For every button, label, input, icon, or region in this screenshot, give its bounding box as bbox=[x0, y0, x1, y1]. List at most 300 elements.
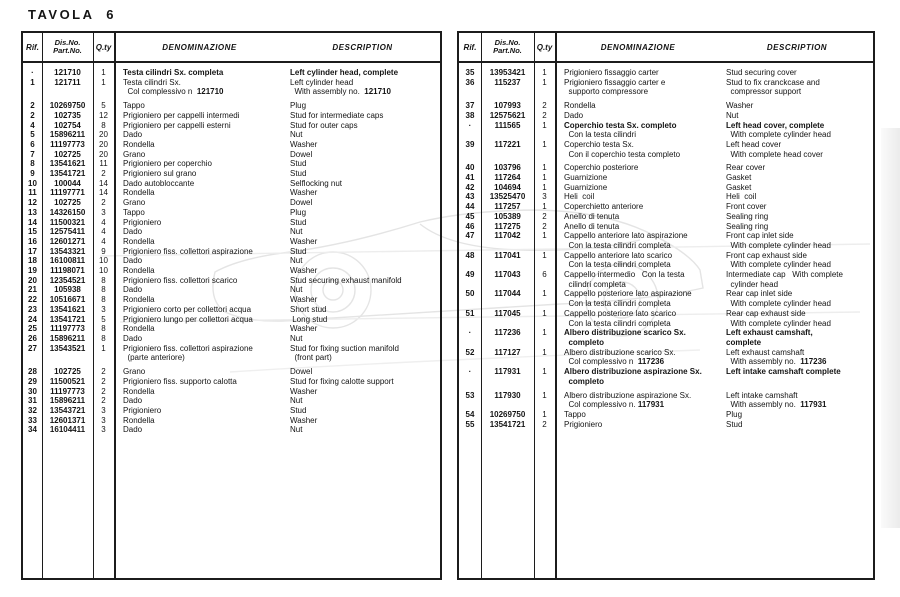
description-cell bbox=[285, 425, 440, 435]
rif-cell: 34 bbox=[28, 425, 37, 435]
denominazione-cell bbox=[555, 348, 721, 367]
text-line: With complete cylinder head bbox=[726, 260, 831, 270]
rif-cell: 5 bbox=[30, 130, 35, 140]
text-line: Washer bbox=[290, 386, 318, 396]
table-row bbox=[23, 266, 440, 276]
rif-cell: 41 bbox=[465, 173, 475, 183]
table-row bbox=[459, 163, 873, 173]
denominazione-cell bbox=[114, 377, 285, 387]
text-line: Grano bbox=[123, 367, 146, 377]
text-line: Coperchio testa Sx. completo bbox=[564, 120, 677, 130]
rif-cell: 47 bbox=[465, 231, 475, 241]
text-line: Con il coperchio testa completo bbox=[564, 149, 681, 159]
rif-cell: 43 bbox=[465, 192, 475, 202]
qty-cell: 9 bbox=[101, 246, 106, 256]
table-header bbox=[23, 33, 440, 63]
text-line: Dowel bbox=[290, 149, 313, 159]
rif-cell: · bbox=[468, 120, 472, 130]
text-line: Prigioniero lungo per collettori acqua bbox=[123, 314, 253, 324]
text-line: Washer bbox=[290, 295, 318, 305]
text-line: cylinder head bbox=[726, 279, 779, 289]
text-line: Plug bbox=[290, 207, 307, 217]
text-line: Coperchietto anteriore bbox=[564, 202, 644, 212]
denominazione-cell bbox=[114, 208, 285, 218]
text-line: (parte anteriore) bbox=[123, 353, 185, 363]
part-number-cell: 117221 bbox=[494, 139, 521, 149]
part-number-cell: 13543321 bbox=[49, 246, 86, 256]
header-part-no bbox=[481, 39, 534, 56]
text-line: Albero distribuzione scarico Sx. bbox=[564, 328, 686, 338]
part-number-cell: 11197773 bbox=[50, 324, 85, 334]
text-line: Nut bbox=[290, 227, 303, 237]
rif-cell: 30 bbox=[28, 386, 37, 396]
text-line: With complete head cover bbox=[726, 149, 823, 159]
text-line: Stud bbox=[290, 246, 307, 256]
denominazione-cell bbox=[114, 334, 285, 344]
text-line: Tappo bbox=[123, 207, 145, 217]
text-line: Guarnizione bbox=[564, 182, 608, 192]
text-line: Testa cilindri Sx. completa bbox=[123, 68, 224, 77]
text-line: Stud for outer caps bbox=[290, 120, 358, 130]
denominazione-cell bbox=[114, 396, 285, 406]
part-number-cell: 13543721 bbox=[49, 405, 86, 415]
qty-cell: 2 bbox=[542, 101, 547, 111]
part-number-cell: 11197771 bbox=[50, 188, 85, 198]
header-denominazione: DENOMINAZIONE bbox=[162, 42, 237, 52]
description-cell bbox=[285, 101, 440, 111]
qty-cell: 1 bbox=[101, 77, 106, 87]
text-line: Prigioniero bbox=[123, 217, 162, 227]
table-row bbox=[23, 406, 440, 416]
rif-cell: 44 bbox=[465, 202, 475, 212]
rif-cell: 7 bbox=[30, 149, 35, 159]
description-cell bbox=[285, 315, 440, 325]
denominazione-cell bbox=[114, 425, 285, 435]
part-number-cell: 12601271 bbox=[49, 236, 86, 246]
text-line: Rondella bbox=[123, 236, 155, 246]
rif-cell: 19 bbox=[28, 266, 37, 276]
text-line: compressor support bbox=[726, 87, 802, 97]
qty-cell: 1 bbox=[542, 231, 547, 241]
table-row bbox=[23, 179, 440, 189]
text-line: Rondella bbox=[123, 295, 155, 305]
description-cell bbox=[285, 111, 440, 121]
qty-cell: 1 bbox=[542, 390, 547, 400]
part-number-cell: 117045 bbox=[494, 308, 521, 318]
part-number-cell: 121710 bbox=[54, 68, 81, 77]
denominazione-cell bbox=[114, 218, 285, 228]
text-line: Left exhaust camshaft bbox=[726, 347, 805, 357]
part-number-cell: 117257 bbox=[494, 202, 521, 212]
part-number-cell: 117264 bbox=[494, 173, 521, 183]
header-rif: Rif. bbox=[463, 42, 477, 52]
right-parts-table bbox=[457, 31, 875, 580]
table-row bbox=[23, 324, 440, 334]
text-line: Tappo bbox=[564, 409, 586, 419]
qty-cell: 3 bbox=[101, 405, 106, 415]
description-cell bbox=[285, 295, 440, 305]
denominazione-cell bbox=[555, 192, 721, 202]
qty-cell: 8 bbox=[101, 324, 106, 334]
text-line: Dado bbox=[123, 333, 143, 343]
text-line: Rear cover bbox=[726, 163, 766, 173]
text-line: With complete cylinder head bbox=[726, 299, 831, 309]
qty-cell: 2 bbox=[101, 367, 106, 377]
part-number-cell: 14326150 bbox=[49, 207, 86, 217]
text-line: Cappello anteriore lato aspirazione bbox=[564, 231, 688, 241]
table-rows bbox=[459, 63, 873, 429]
description-cell bbox=[721, 328, 873, 347]
denominazione-cell bbox=[114, 256, 285, 266]
description-cell bbox=[285, 266, 440, 276]
text-line: Rondella bbox=[123, 386, 155, 396]
text-line: Rondella bbox=[123, 139, 155, 149]
text-line: Front cover bbox=[726, 202, 767, 212]
rif-cell: 35 bbox=[465, 68, 475, 77]
denominazione-cell bbox=[555, 212, 721, 222]
denominazione-cell bbox=[114, 111, 285, 121]
description-cell bbox=[285, 159, 440, 169]
text-line: Dado bbox=[564, 110, 584, 120]
header-rif: Rif. bbox=[26, 42, 39, 52]
text-line: Coperchio testa Sx. bbox=[564, 139, 634, 149]
text-line: Nut bbox=[290, 425, 303, 435]
rif-cell: 42 bbox=[465, 182, 475, 192]
text-line: Prigioniero per cappelli intermedi bbox=[123, 110, 240, 120]
part-number-cell: 16104411 bbox=[49, 425, 86, 435]
text-line: Rondella bbox=[123, 415, 155, 425]
text-line: Heli coil bbox=[726, 192, 757, 202]
part-number-cell: 117044 bbox=[494, 289, 521, 299]
text-line: Prigioniero per coperchio bbox=[123, 159, 212, 169]
description-cell bbox=[285, 237, 440, 247]
text-line: Rear cap inlet side bbox=[726, 289, 793, 299]
rif-cell: 46 bbox=[465, 221, 475, 231]
part-number-cell: 117043 bbox=[494, 270, 521, 280]
part-number-cell: 107993 bbox=[494, 101, 521, 111]
part-number-cell: 15896211 bbox=[49, 333, 86, 343]
table-row bbox=[23, 140, 440, 150]
denominazione-cell bbox=[114, 101, 285, 111]
text-line: Short stud bbox=[290, 304, 327, 314]
header-part-no-line: Part.No. bbox=[493, 46, 522, 55]
text-line: Stud for fixing suction manifold bbox=[290, 343, 399, 353]
left-parts-table bbox=[21, 31, 442, 580]
part-number-cell: 121711 bbox=[54, 77, 81, 87]
description-cell bbox=[285, 305, 440, 315]
qty-cell: 8 bbox=[101, 120, 106, 130]
description-cell bbox=[721, 391, 873, 410]
rif-cell: 12 bbox=[28, 198, 37, 208]
qty-cell: 8 bbox=[101, 333, 106, 343]
text-line: Nut bbox=[290, 256, 303, 266]
part-number-cell: 115237 bbox=[494, 77, 521, 87]
text-line: Prigioniero fiss. collettori aspirazione bbox=[123, 246, 253, 256]
text-line: Stud bbox=[726, 419, 743, 429]
table-row bbox=[23, 367, 440, 377]
text-line: Washer bbox=[290, 139, 318, 149]
part-number-cell: 13541721 bbox=[49, 314, 86, 324]
text-line: Nut bbox=[726, 110, 739, 120]
qty-cell: 1 bbox=[542, 328, 547, 338]
rif-cell: 40 bbox=[465, 163, 475, 173]
rif-cell: 21 bbox=[28, 285, 37, 295]
qty-cell: 3 bbox=[101, 425, 106, 435]
table-row bbox=[23, 396, 440, 406]
rif-cell: 49 bbox=[465, 270, 475, 280]
table-row bbox=[23, 344, 440, 363]
text-line: Guarnizione bbox=[564, 173, 608, 183]
text-line: Cappello posteriore lato scarico bbox=[564, 308, 677, 318]
qty-cell: 8 bbox=[101, 285, 106, 295]
table-row bbox=[23, 169, 440, 179]
text-line: Testa cilindri Sx. bbox=[123, 77, 181, 87]
qty-cell: 1 bbox=[101, 68, 106, 77]
description-cell bbox=[285, 121, 440, 131]
text-line: Sealing ring bbox=[726, 221, 769, 231]
table-row bbox=[23, 121, 440, 131]
description-cell bbox=[285, 179, 440, 189]
description-cell bbox=[721, 367, 873, 377]
qty-cell: 1 bbox=[542, 139, 547, 149]
table-row bbox=[459, 183, 873, 193]
text-line: With assembly no. 117931 bbox=[726, 400, 827, 410]
text-line: Col complessivo n 121710 bbox=[123, 87, 224, 97]
part-number-cell: 15896211 bbox=[49, 396, 86, 406]
text-line: Prigioniero fiss. supporto calotta bbox=[123, 376, 237, 386]
text-line: Stud for fixing calotte support bbox=[290, 376, 394, 386]
denominazione-cell bbox=[555, 111, 721, 121]
text-line: Stud bbox=[290, 217, 307, 227]
description-cell bbox=[721, 251, 873, 270]
text-line: Albero distribuzione scarico Sx. bbox=[564, 347, 676, 357]
qty-cell: 8 bbox=[101, 295, 106, 305]
rif-cell: 36 bbox=[465, 77, 475, 87]
denominazione-cell bbox=[555, 68, 721, 78]
table-row bbox=[459, 231, 873, 250]
rif-cell: · bbox=[468, 367, 472, 377]
qty-cell: 1 bbox=[542, 347, 547, 357]
qty-cell: 8 bbox=[101, 275, 106, 285]
table-row bbox=[23, 305, 440, 315]
qty-cell: 10 bbox=[99, 266, 108, 276]
denominazione-cell bbox=[114, 188, 285, 198]
description-cell bbox=[285, 334, 440, 344]
table-row bbox=[459, 78, 873, 97]
description-cell bbox=[721, 121, 873, 140]
table-row bbox=[459, 328, 873, 347]
denominazione-cell bbox=[114, 266, 285, 276]
text-line: Albero distribuzione aspirazione Sx. bbox=[564, 367, 702, 377]
text-line: Long stud bbox=[290, 314, 328, 324]
text-line: Rondella bbox=[123, 324, 155, 334]
text-line: Tappo bbox=[123, 101, 145, 111]
qty-cell: 1 bbox=[542, 182, 547, 192]
table-row bbox=[459, 289, 873, 308]
description-cell bbox=[721, 410, 873, 420]
part-number-cell: 11197773 bbox=[50, 139, 85, 149]
rif-cell: 2 bbox=[30, 101, 35, 111]
text-line: Dado bbox=[123, 256, 143, 266]
text-line: Sealing ring bbox=[726, 211, 769, 221]
table-row bbox=[23, 315, 440, 325]
description-cell bbox=[721, 309, 873, 328]
description-cell bbox=[285, 247, 440, 257]
text-line: Nut bbox=[290, 396, 303, 406]
denominazione-cell bbox=[555, 202, 721, 212]
text-line: Left cylinder head, complete bbox=[290, 68, 399, 77]
part-number-cell: 13541721 bbox=[489, 419, 526, 429]
text-line: Stud bbox=[290, 169, 307, 179]
denominazione-cell bbox=[114, 324, 285, 334]
qty-cell: 20 bbox=[99, 139, 108, 149]
text-line: Washer bbox=[290, 324, 318, 334]
part-number-cell: 12601371 bbox=[49, 415, 86, 425]
table-row bbox=[23, 377, 440, 387]
text-line: Rondella bbox=[123, 188, 155, 198]
denominazione-cell bbox=[555, 173, 721, 183]
qty-cell: 3 bbox=[101, 207, 106, 217]
table-row bbox=[23, 188, 440, 198]
text-line: Prigioniero corto per collettori acqua bbox=[123, 304, 252, 314]
qty-cell: 1 bbox=[542, 308, 547, 318]
text-line: Stud for intermediate caps bbox=[290, 110, 384, 120]
description-cell bbox=[285, 367, 440, 377]
table-row bbox=[23, 295, 440, 305]
table-row bbox=[459, 367, 873, 386]
table-row bbox=[459, 121, 873, 140]
denominazione-cell bbox=[114, 140, 285, 150]
table-row bbox=[23, 111, 440, 121]
text-line: Coperchio posteriore bbox=[564, 163, 639, 173]
table-row bbox=[459, 192, 873, 202]
part-number-cell: 104694 bbox=[494, 182, 521, 192]
text-line: Con la testa cilindri completa bbox=[564, 240, 671, 250]
text-line: Prigioniero sul grano bbox=[123, 169, 197, 179]
denominazione-cell bbox=[114, 406, 285, 416]
part-number-cell: 12354521 bbox=[49, 275, 86, 285]
part-number-cell: 100044 bbox=[54, 178, 81, 188]
rif-cell: 2 bbox=[30, 110, 35, 120]
table-row bbox=[459, 140, 873, 159]
text-line: Nut bbox=[290, 285, 303, 295]
rif-cell: 20 bbox=[28, 275, 37, 285]
qty-cell: 2 bbox=[542, 221, 547, 231]
part-number-cell: 105389 bbox=[494, 211, 521, 221]
denominazione-cell bbox=[114, 367, 285, 377]
denominazione-cell bbox=[114, 130, 285, 140]
part-number-cell: 117127 bbox=[494, 347, 521, 357]
qty-cell: 1 bbox=[542, 163, 547, 173]
text-line: Left intake camshaft bbox=[726, 390, 798, 400]
text-line: Anello di tenuta bbox=[564, 221, 620, 231]
denominazione-cell bbox=[114, 198, 285, 208]
qty-cell: 2 bbox=[542, 110, 547, 120]
rif-cell: 53 bbox=[465, 390, 475, 400]
part-number-cell: 102725 bbox=[54, 198, 81, 208]
rif-cell: 45 bbox=[465, 211, 475, 221]
part-number-cell: 16100811 bbox=[49, 256, 86, 266]
description-cell bbox=[721, 111, 873, 121]
table-row bbox=[459, 202, 873, 212]
table-row bbox=[23, 276, 440, 286]
description-cell bbox=[285, 344, 440, 363]
part-number-cell: 13953421 bbox=[489, 68, 526, 77]
rif-cell: 31 bbox=[28, 396, 37, 406]
description-cell bbox=[721, 212, 873, 222]
table-row bbox=[23, 150, 440, 160]
text-line: Dowel bbox=[290, 198, 313, 208]
description-cell bbox=[285, 377, 440, 387]
rif-cell: 37 bbox=[465, 101, 475, 111]
qty-cell: 20 bbox=[99, 149, 108, 159]
denominazione-cell bbox=[114, 305, 285, 315]
part-number-cell: 13525470 bbox=[489, 192, 526, 202]
text-line: Dado bbox=[123, 130, 143, 140]
part-number-cell: 10516671 bbox=[49, 295, 86, 305]
text-line: Con la testa cilindri completa bbox=[564, 318, 671, 328]
denominazione-cell bbox=[555, 140, 721, 159]
denominazione-cell bbox=[555, 101, 721, 111]
text-line: Prigioniero fissaggio carter e bbox=[564, 77, 666, 87]
denominazione-cell bbox=[114, 416, 285, 426]
rif-cell: 17 bbox=[28, 246, 37, 256]
denominazione-cell bbox=[555, 222, 721, 232]
text-line: Stud securing exhaust manifold bbox=[290, 275, 402, 285]
rif-cell: 11 bbox=[28, 188, 37, 198]
table-row bbox=[23, 208, 440, 218]
table-row bbox=[459, 68, 873, 78]
qty-cell: 4 bbox=[101, 217, 106, 227]
qty-cell: 12 bbox=[99, 110, 108, 120]
description-cell bbox=[285, 285, 440, 295]
part-number-cell: 13543521 bbox=[49, 343, 86, 353]
rif-cell: 52 bbox=[465, 347, 475, 357]
description-cell bbox=[721, 270, 873, 289]
part-number-cell: 12575621 bbox=[489, 110, 526, 120]
text-line: Col complessivo n 117236 bbox=[564, 357, 665, 367]
header-description: DESCRIPTION bbox=[332, 42, 393, 52]
denominazione-cell bbox=[555, 420, 721, 430]
denominazione-cell bbox=[555, 289, 721, 308]
table-row bbox=[459, 348, 873, 367]
table-row bbox=[23, 78, 440, 97]
text-line: Rear cap exhaust side bbox=[726, 308, 806, 318]
text-line: complete bbox=[726, 337, 762, 347]
description-cell bbox=[721, 183, 873, 193]
rif-cell: 29 bbox=[28, 376, 37, 386]
part-number-cell: 117236 bbox=[494, 328, 521, 338]
text-line: Left head cover, complete bbox=[726, 120, 825, 130]
text-line: Rondella bbox=[564, 101, 596, 111]
text-line: Plug bbox=[290, 101, 307, 111]
rif-cell: 26 bbox=[28, 333, 37, 343]
header-dis-no-line: Dis.No. bbox=[494, 37, 521, 47]
qty-cell: 5 bbox=[101, 314, 106, 324]
denominazione-cell bbox=[555, 163, 721, 173]
text-line: Stud to fix cranckcase and bbox=[726, 77, 820, 87]
denominazione-cell bbox=[114, 78, 285, 97]
rif-cell: 22 bbox=[28, 295, 37, 305]
description-cell bbox=[721, 420, 873, 430]
text-line: Stud securing cover bbox=[726, 68, 797, 77]
text-line: Nut bbox=[290, 130, 303, 140]
text-line: Prigioniero bbox=[564, 419, 603, 429]
rif-cell: 15 bbox=[28, 227, 37, 237]
denominazione-cell bbox=[555, 183, 721, 193]
description-cell bbox=[285, 218, 440, 228]
text-line: Prigioniero fiss. collettori aspirazione bbox=[123, 343, 253, 353]
